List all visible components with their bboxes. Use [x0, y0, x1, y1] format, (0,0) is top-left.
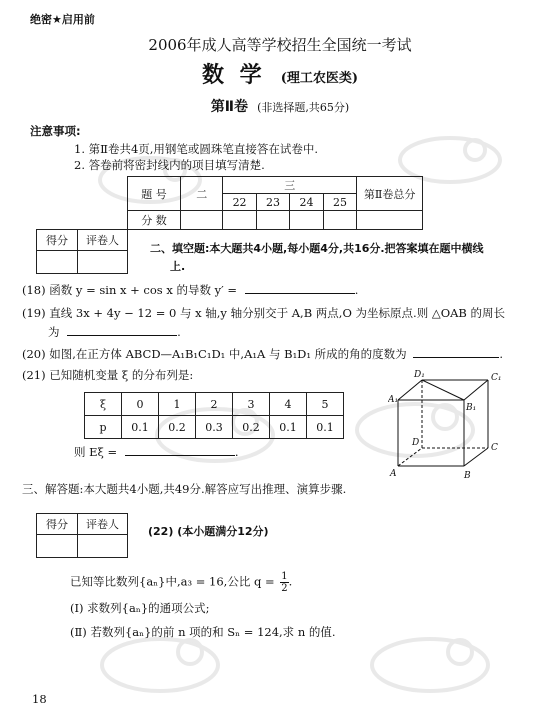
notes-item-1: 1. 第Ⅱ卷共4页,用钢笔或圆珠笔直接答在试卷中. — [74, 142, 319, 156]
fraction-numerator: 1 — [281, 571, 288, 582]
answer-blank-20[interactable] — [413, 346, 499, 358]
subject-category: (理工农医类) — [280, 71, 359, 86]
question-19: (19) 直线 3x + 4y − 12 = 0 与 x 轴,y 轴分别交于 A,B 两点,O 为坐标原点.则 △OAB 的周长 — [22, 306, 506, 320]
score-table — [127, 176, 423, 230]
section3-heading: 三、解答题:本大题共4小题,共49分.解答应写出推理、演算步骤. — [22, 482, 347, 496]
dist-cell: ξ — [85, 393, 122, 416]
dist-cell: 4 — [270, 393, 307, 416]
cube-figure — [388, 368, 506, 484]
dist-cell: 0.1 — [270, 416, 307, 439]
volume-line — [0, 96, 560, 116]
cube-hidden-edge — [398, 448, 422, 466]
cube-edge — [464, 380, 488, 400]
notes-title: 注意事项: — [30, 124, 81, 138]
subject-title: 数 学 — [201, 63, 266, 88]
dist-cell: 5 — [307, 393, 344, 416]
watermark — [95, 630, 225, 704]
fraction-denominator: 2 — [281, 583, 288, 594]
page-number: 18 — [32, 692, 47, 706]
grader-name-label: 评卷人 — [78, 230, 128, 251]
cube-label-d1: D₁ — [414, 370, 425, 380]
dist-cell: 0 — [122, 393, 159, 416]
dist-cell: 2 — [196, 393, 233, 416]
volume-note: (非选择题,共65分) — [257, 101, 350, 114]
question-19-cont-text: 为 — [48, 325, 60, 339]
dist-cell: 3 — [233, 393, 270, 416]
grader-name-cell[interactable] — [78, 535, 128, 558]
score-table-subheader: 23 — [256, 194, 289, 211]
cube-diagonal-b1d1 — [422, 380, 464, 400]
dist-cell: p — [85, 416, 122, 439]
grader-name-cell[interactable] — [78, 251, 128, 274]
score-cell[interactable] — [181, 211, 223, 230]
score-cell[interactable] — [357, 211, 423, 230]
question-22-given: 已知等比数列{aₙ}中,a₃ = 16,公比 q = $\frac{1}{2}$ . — [70, 571, 293, 594]
score-table-subheader: 25 — [323, 194, 356, 211]
dist-cell: 0.2 — [159, 416, 196, 439]
cube-label-d: D — [412, 438, 420, 448]
distribution-row-xi — [85, 393, 344, 416]
section2-heading: 二、填空题:本大题共4小题,每小题4分,共16分.把答案填在题中横线 — [150, 242, 484, 255]
cube-label-c: C — [491, 443, 498, 453]
score-cell[interactable] — [223, 211, 256, 230]
score-table-subheader: 24 — [290, 194, 323, 211]
score-table-row-label: 分 数 — [128, 211, 181, 230]
dist-cell: 0.1 — [122, 416, 159, 439]
question-18: (18) 函数 y = sin x + cos x 的导数 y′ = . — [22, 283, 359, 297]
question-19-cont: 为 . — [48, 325, 181, 339]
score-table-subheader: 22 — [223, 194, 256, 211]
question-21-answer: 则 Eξ = . — [74, 445, 239, 459]
dist-cell: 0.1 — [307, 416, 344, 439]
cube-edge — [398, 380, 422, 400]
score-table-header-total: 第Ⅱ卷总分 — [357, 177, 423, 211]
grader-box — [36, 513, 128, 558]
grader-name-label: 评卷人 — [78, 514, 128, 535]
grader-score-cell[interactable] — [37, 535, 78, 558]
confidential-label: 绝密★启用前 — [30, 13, 95, 26]
dist-cell: 0.2 — [233, 416, 270, 439]
score-table-header-section3: 三 — [223, 177, 357, 194]
answer-blank-18[interactable] — [245, 282, 355, 294]
grader-score-cell[interactable] — [37, 251, 78, 274]
score-table-header-section2: 二 — [181, 177, 223, 211]
cube-label-a1: A₁ — [388, 395, 399, 405]
question-20-text: (20) 如图,在正方体 ABCD—A₁B₁C₁D₁ 中,A₁A 与 B₁D₁ 所成的角的度数为 — [22, 347, 407, 361]
score-cell[interactable] — [323, 211, 356, 230]
subject-line — [0, 58, 560, 89]
distribution-row-p — [85, 416, 344, 439]
answer-blank-21[interactable] — [125, 444, 235, 456]
score-cell[interactable] — [256, 211, 289, 230]
notes-item-2: 2. 答卷前将密封线内的项目填写清楚. — [74, 158, 265, 172]
dist-cell: 0.3 — [196, 416, 233, 439]
question-22-given-text: 已知等比数列{aₙ}中,a₃ = 16,公比 q = — [70, 574, 275, 589]
cube-label-b: B — [464, 471, 471, 481]
answer-blank-19[interactable] — [67, 324, 177, 336]
grader-box — [36, 229, 128, 274]
section2-heading-cont: 上. — [170, 260, 186, 273]
grader-score-label: 得分 — [37, 514, 78, 535]
cube-label-c1: C₁ — [491, 373, 502, 383]
cube-label-a: A — [390, 469, 397, 479]
question-21-answer-text: 则 Eξ = — [74, 445, 118, 459]
question-18-text: (18) 函数 y = sin x + cos x 的导数 y′ = — [22, 283, 238, 297]
distribution-table — [84, 392, 344, 439]
dist-cell: 1 — [159, 393, 196, 416]
question-22-part2: (Ⅱ) 若数列{aₙ}的前 n 项的和 Sₙ = 124,求 n 的值. — [70, 625, 336, 639]
fraction-q — [280, 571, 288, 594]
question-22-part1: (Ⅰ) 求数列{aₙ}的通项公式; — [70, 601, 210, 615]
grader-score-label: 得分 — [37, 230, 78, 251]
cube-edge — [464, 448, 488, 466]
volume-title: 第Ⅱ卷 — [210, 99, 249, 115]
score-cell[interactable] — [290, 211, 323, 230]
score-table-header-label: 题 号 — [128, 177, 181, 211]
watermark — [365, 630, 495, 704]
question-20: (20) 如图,在正方体 ABCD—A₁B₁C₁D₁ 中,A₁A 与 B₁D₁ 所成的角的度数为 . — [22, 347, 503, 361]
cube-label-b1: B₁ — [466, 403, 477, 413]
question-22-title: (22) (本小题满分12分) — [148, 525, 269, 538]
exam-title: 2006年成人高等学校招生全国统一考试 — [148, 36, 412, 54]
question-21: (21) 已知随机变量 ξ 的分布列是: — [22, 368, 194, 382]
